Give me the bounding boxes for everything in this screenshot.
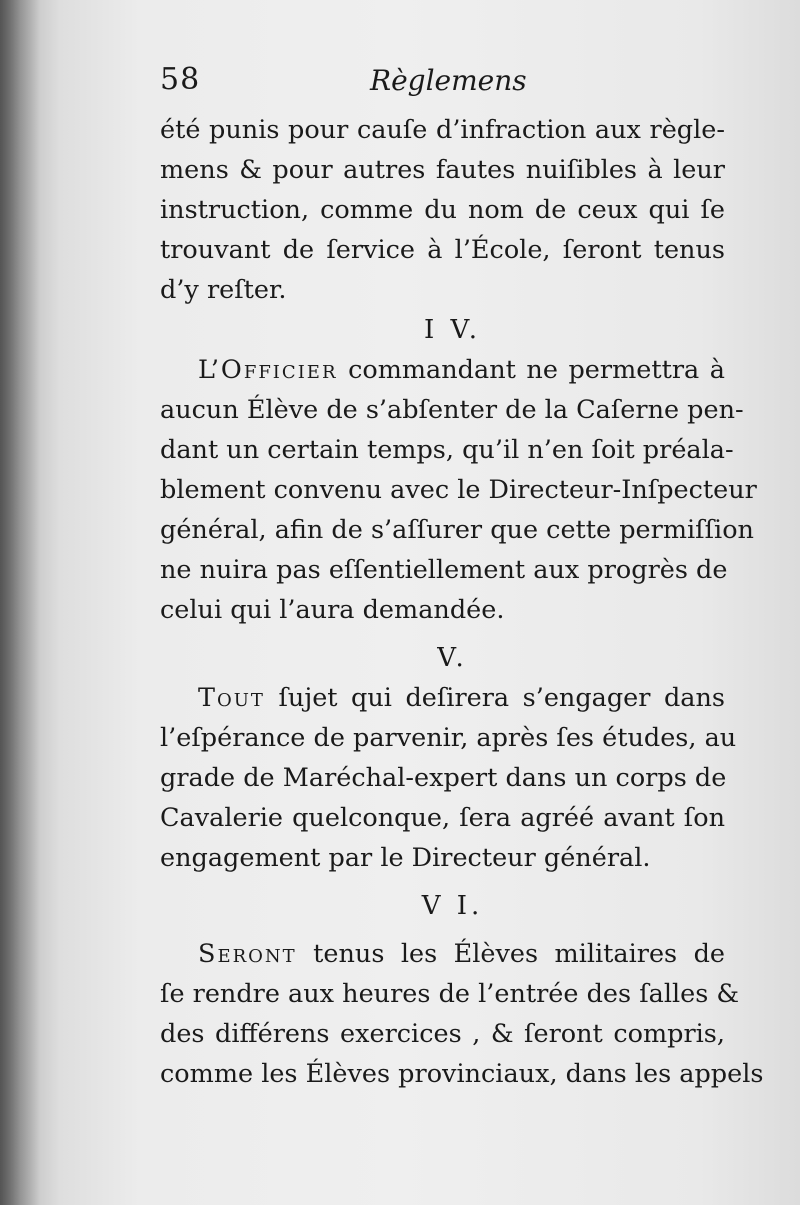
running-head: Règlemens (370, 64, 527, 97)
page-number: 58 (160, 62, 201, 97)
lead-word: L’Officier (198, 355, 338, 385)
text-line: instruction, comme du nom de ceux qui ſe (160, 195, 725, 225)
text-line: ſe rendre aux heures de l’entrée des ſalles & (160, 979, 740, 1009)
text-span: commandant ne permettra à (348, 355, 725, 385)
spacer (160, 926, 725, 934)
text-span: ſujet qui deſirera s’engager dans (278, 683, 725, 713)
text-line: d’y reſter. (160, 275, 287, 305)
spacer (160, 630, 725, 638)
text-line: Cavalerie quelconque, ſera agréé avant ſon (160, 803, 725, 833)
page-body (160, 110, 764, 1094)
text-line: aucun Élève de s’abſenter de la Caſerne pen- (160, 395, 744, 425)
text-span: tenus les Élèves militaires de (313, 939, 725, 969)
text-line: ne nuira pas eſſentiellement aux progrès de (160, 555, 728, 585)
text-line: mens & pour autres fautes nuiſibles à leur (160, 155, 725, 185)
page-gutter-shadow (0, 0, 40, 1205)
article-heading-iv: I V. (423, 315, 482, 345)
text-line: été punis pour cauſe d’infraction aux règle- (160, 115, 725, 145)
text-line: général, afin de s’aſſurer que cette permiſſion (160, 515, 754, 545)
lead-word: Tout (198, 683, 265, 713)
article-heading-v: V. (437, 643, 468, 673)
page-header (160, 62, 720, 102)
article-first-line (160, 678, 725, 718)
text-line: celui qui l’aura demandée. (160, 595, 505, 625)
text-line: des différens exercices , & ſeront compris, (160, 1019, 725, 1049)
lead-word: Seront (198, 939, 297, 969)
text-line: blement convenu avec le Directeur-Inſpecteur (160, 475, 757, 505)
text-line: comme les Élèves provinciaux, dans les appels (160, 1059, 764, 1089)
article-first-line (160, 934, 725, 974)
text-line: dant un certain temps, qu’il n’en ſoit préala- (160, 435, 734, 465)
article-first-line (160, 350, 725, 390)
text-line: trouvant de ſervice à l’École, ſeront tenus (160, 235, 725, 265)
text-line: grade de Maréchal-expert dans un corps de (160, 763, 727, 793)
text-line: engagement par le Directeur général. (160, 843, 651, 873)
spacer (160, 878, 725, 886)
article-heading-vi: V I. (421, 891, 484, 921)
text-line: l’eſpérance de parvenir, après ſes études, au (160, 723, 737, 753)
